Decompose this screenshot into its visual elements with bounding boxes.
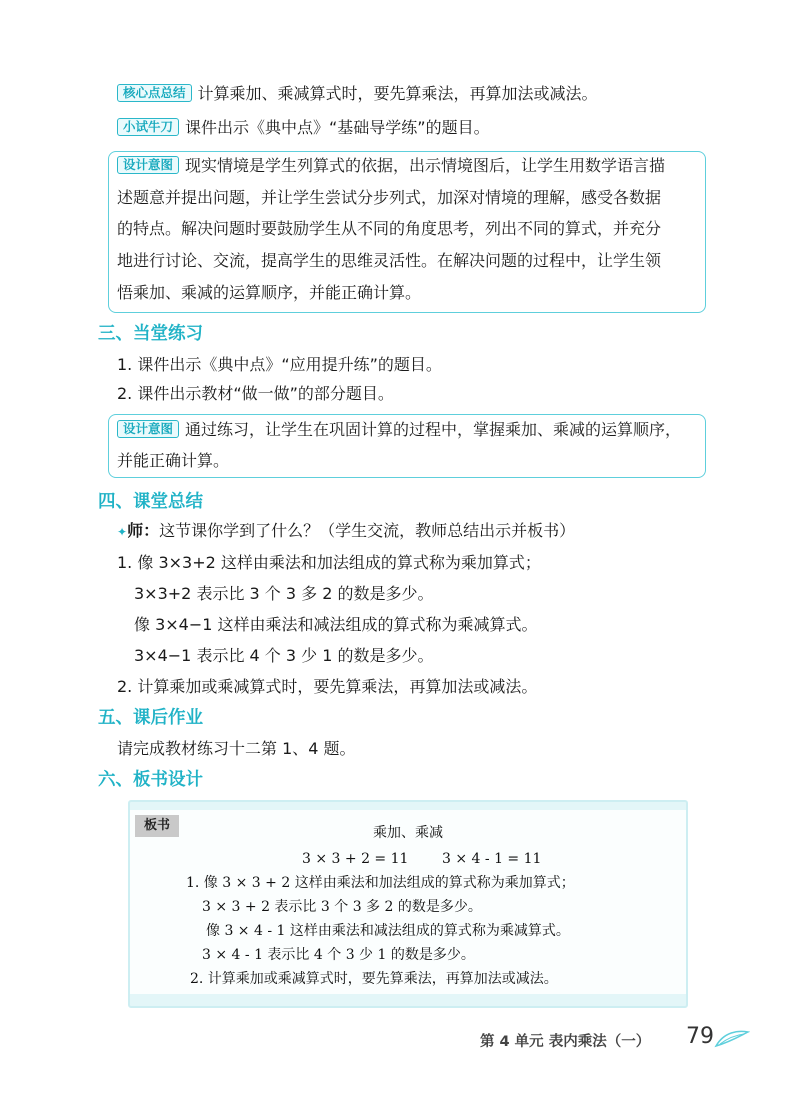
teacher-text: 这节课你学到了什么？（学生交流，教师总结出示并板书） bbox=[159, 521, 576, 540]
summary-line-2: 3×3+2 表示比 3 个 3 多 2 的数是多少。 bbox=[134, 584, 434, 603]
design-intent-1-text-2: 述题意并提出问题，并让学生尝试分步列式，加深对情境的理解，感受各数据 bbox=[117, 188, 662, 207]
design-intent-2-line-1 bbox=[117, 420, 681, 440]
practice-item-1: 1. 课件出示《典中点》“应用提升练”的题目。 bbox=[117, 355, 442, 374]
core-summary-line bbox=[117, 84, 598, 104]
leaf-decoration-icon bbox=[714, 1028, 750, 1050]
design-intent-2-tag: 设计意图 bbox=[117, 420, 179, 438]
bullet-icon: ✦ bbox=[117, 525, 128, 539]
design-intent-1-text-4: 地进行讨论、交流，提高学生的思维灵活性。在解决问题的过程中，让学生领 bbox=[117, 251, 662, 270]
section-4-heading: 四、课堂总结 bbox=[98, 492, 203, 512]
board-equation-left: 3 × 3 + 2 = 11 bbox=[302, 851, 409, 867]
summary-line-5: 2. 计算乘加或乘减算式时，要先算乘法，再算加法或减法。 bbox=[117, 677, 538, 696]
core-summary-tag: 核心点总结 bbox=[117, 84, 192, 102]
design-intent-1-text-5: 悟乘加、乘减的运算顺序，并能正确计算。 bbox=[117, 283, 422, 302]
design-intent-2-text-1: 通过练习，让学生在巩固计算的过程中，掌握乘加、乘减的运算顺序， bbox=[185, 420, 682, 439]
section-3-heading: 三、当堂练习 bbox=[98, 324, 203, 344]
try-it-line bbox=[117, 118, 490, 138]
board-line-1: 1. 像 3 × 3 + 2 这样由乘法和加法组成的算式称为乘加算式； bbox=[186, 875, 575, 891]
footer-unit-text: 第 4 单元 表内乘法（一） bbox=[480, 1034, 651, 1050]
board-label: 板书 bbox=[135, 815, 179, 837]
board-line-3: 像 3 × 4 - 1 这样由乘法和减法组成的算式称为乘减算式。 bbox=[206, 923, 570, 939]
blackboard-panel bbox=[128, 800, 688, 1008]
section-6-heading: 六、板书设计 bbox=[98, 770, 203, 790]
try-it-text: 课件出示《典中点》“基础导学练”的题目。 bbox=[185, 118, 490, 137]
homework-text: 请完成教材练习十二第 1、4 题。 bbox=[117, 739, 356, 758]
design-intent-2-text-2: 并能正确计算。 bbox=[117, 451, 230, 470]
board-equation-right: 3 × 4 - 1 = 11 bbox=[442, 851, 542, 867]
teacher-line bbox=[117, 521, 575, 542]
design-intent-1-line-1 bbox=[117, 156, 665, 176]
summary-line-1: 1. 像 3×3+2 这样由乘法和加法组成的算式称为乘加算式； bbox=[117, 553, 541, 572]
design-intent-1-tag: 设计意图 bbox=[117, 156, 179, 174]
section-5-heading: 五、课后作业 bbox=[98, 708, 203, 728]
design-intent-1-text-1: 现实情境是学生列算式的依据，出示情境图后，让学生用数学语言描 bbox=[185, 156, 666, 175]
page-footer bbox=[468, 1022, 768, 1054]
board-line-4: 3 × 4 - 1 表示比 4 个 3 少 1 的数是多少。 bbox=[202, 947, 475, 963]
try-it-tag: 小试牛刀 bbox=[117, 118, 179, 136]
blackboard-inner bbox=[130, 810, 686, 994]
board-line-2: 3 × 3 + 2 表示比 3 个 3 多 2 的数是多少。 bbox=[202, 899, 482, 915]
summary-line-3: 像 3×4−1 这样由乘法和减法组成的算式称为乘减算式。 bbox=[134, 615, 538, 634]
page-number: 79 bbox=[686, 1024, 714, 1049]
summary-line-4: 3×4−1 表示比 4 个 3 少 1 的数是多少。 bbox=[134, 646, 434, 665]
teacher-label: 师： bbox=[127, 521, 160, 540]
core-summary-text: 计算乘加、乘减算式时，要先算乘法，再算加法或减法。 bbox=[197, 84, 598, 103]
board-title: 乘加、乘减 bbox=[373, 825, 443, 841]
practice-item-2: 2. 课件出示教材“做一做”的部分题目。 bbox=[117, 384, 394, 403]
design-intent-1-text-3: 的特点。解决问题时要鼓励学生从不同的角度思考，列出不同的算式，并充分 bbox=[117, 219, 662, 238]
board-line-5: 2. 计算乘加或乘减算式时，要先算乘法，再算加法或减法。 bbox=[190, 971, 558, 987]
